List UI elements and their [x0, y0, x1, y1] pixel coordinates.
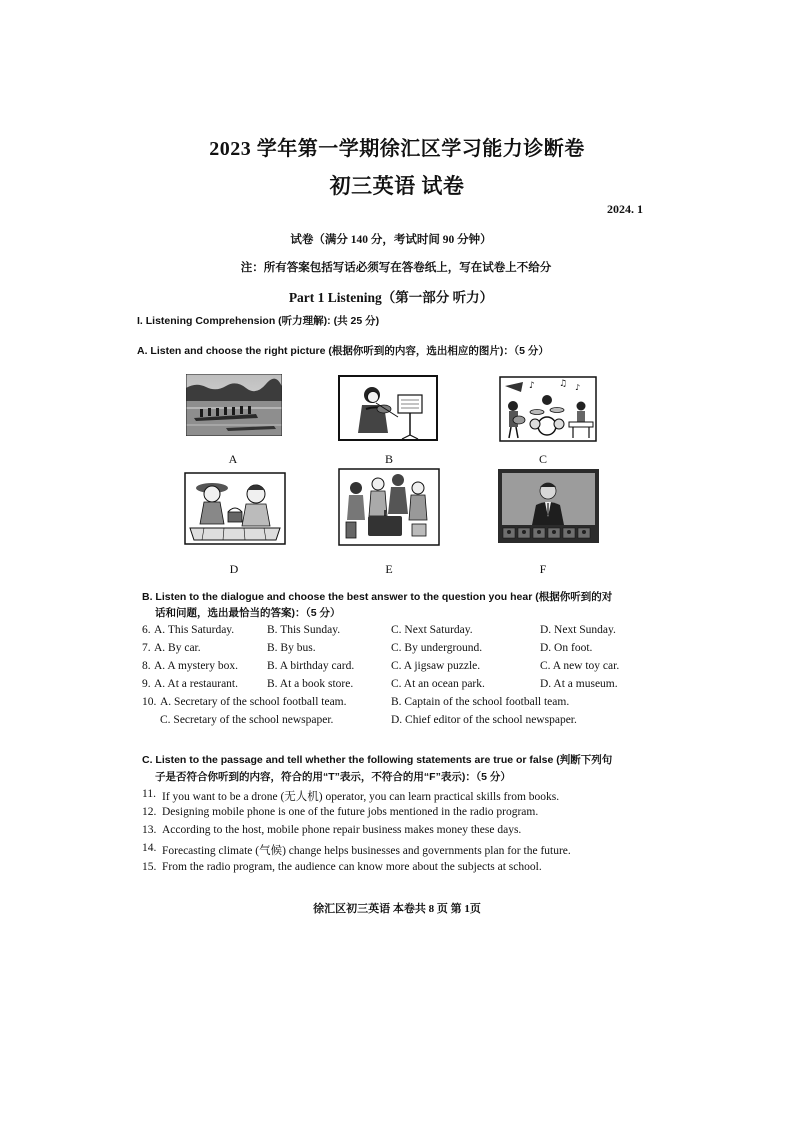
statement-11	[0, 788, 794, 804]
statement-text: If you want to be a drone (无人机) operator, you can learn practical skills from books.	[162, 791, 560, 803]
option-d: D. At a museum.	[540, 678, 618, 690]
picture-f-video-meeting	[498, 469, 599, 543]
picture-label-e: E	[385, 562, 393, 576]
statement-text: From the radio program, the audience can know more about the subjects at school.	[162, 861, 542, 873]
exam-subtitle: 初三英语 试卷	[329, 174, 465, 198]
option-d: C. A new toy car.	[540, 660, 620, 672]
question-row-6	[0, 624, 794, 640]
question-number: 8.	[142, 660, 151, 672]
statement-14	[0, 842, 794, 858]
option-c: C. Next Saturday.	[391, 624, 473, 636]
exam-date: 2024. 1	[607, 202, 643, 216]
svg-text:♫: ♫	[559, 379, 568, 389]
section-c-instruction-line2: 子是否符合你听到的内容，符合的用“T”表示，不符合的用“F”表示)：（5 分）	[155, 771, 511, 783]
picture-label-d: D	[229, 562, 239, 576]
exam-title: 2023 学年第一学期徐汇区学习能力诊断卷	[209, 138, 585, 160]
part1-heading: Part 1 Listening（第一部分 听力）	[288, 290, 494, 305]
picture-label-a: A	[228, 452, 238, 466]
statement-13	[0, 824, 794, 840]
picture-a-boating-photo	[186, 374, 282, 436]
question-number: 7.	[142, 642, 151, 654]
picture-label-c: C	[538, 452, 547, 466]
section-b-instruction-line2: 话和问题，选出最恰当的答案)：（5 分）	[155, 607, 341, 619]
question-row-10-line1	[0, 696, 794, 712]
picture-c-band	[499, 376, 597, 442]
option-a: A. By car.	[154, 642, 201, 654]
picture-e-group-luggage	[338, 468, 440, 546]
option-c: C. By underground.	[391, 642, 483, 654]
statement-number: 15.	[142, 861, 157, 873]
svg-text:♪: ♪	[529, 381, 535, 391]
option-a: A. This Saturday.	[154, 624, 235, 636]
statement-number: 14.	[142, 842, 157, 854]
question-number: 6.	[142, 624, 151, 636]
exam-info: 试卷（满分 140 分，考试时间 90 分钟）	[290, 234, 492, 246]
picture-label-f: F	[539, 562, 547, 576]
option-c: C. At an ocean park.	[391, 678, 485, 690]
question-number: 10.	[142, 696, 157, 708]
section-listening-title: I. Listening Comprehension (听力理解): (共 25 分)	[137, 315, 380, 327]
question-row-9	[0, 678, 794, 694]
section-c-instruction-line1: C. Listen to the passage and tell whether the following statements are true or false (判断下列句	[142, 754, 613, 766]
option-d: D. Next Sunday.	[540, 624, 616, 636]
question-row-8	[0, 660, 794, 676]
section-b-instruction-line1: B. Listen to the dialogue and choose the best answer to the question you hear (根据你听到的对	[142, 591, 613, 603]
option-b: B. This Sunday.	[267, 624, 341, 636]
statement-text: According to the host, mobile phone repair business makes money these days.	[162, 824, 522, 836]
option-a: A. At a restaurant.	[154, 678, 238, 690]
picture-d-kids-picnic	[184, 472, 286, 545]
option-b: B. By bus.	[267, 642, 316, 654]
exam-note: 注：所有答案包括写话必须写在答卷纸上，写在试卷上不给分	[240, 262, 552, 274]
option-c: C. A jigsaw puzzle.	[391, 660, 481, 672]
statement-text: Forecasting climate (气候) change helps businesses and governments plan for the future.	[162, 845, 571, 857]
question-row-7	[0, 642, 794, 658]
section-a-instruction: A. Listen and choose the right picture (根据你听到的内容，选出相应的图片)：（5 分）	[137, 345, 549, 357]
statement-12	[0, 806, 794, 822]
picture-b-girl-violin	[338, 375, 438, 441]
option-c: C. Secretary of the school newspaper.	[160, 714, 334, 726]
page-footer: 徐汇区初三英语 本卷共 8 页 第 1页	[313, 903, 481, 915]
option-b: B. A birthday card.	[267, 660, 355, 672]
statement-number: 13.	[142, 824, 157, 836]
option-a: A. Secretary of the school football team.	[160, 696, 347, 708]
option-b: B. At a book store.	[267, 678, 354, 690]
question-number: 9.	[142, 678, 151, 690]
statement-number: 12.	[142, 806, 157, 818]
option-d: D. Chief editor of the school newspaper.	[391, 714, 577, 726]
statement-text: Designing mobile phone is one of the future jobs mentioned in the radio program.	[162, 806, 539, 818]
question-row-10-line2	[0, 714, 794, 730]
picture-label-b: B	[384, 452, 393, 466]
svg-text:♪: ♪	[575, 383, 581, 392]
statement-number: 11.	[142, 788, 156, 800]
statement-15	[0, 861, 794, 877]
option-a: A. A mystery box.	[154, 660, 239, 672]
option-d: D. On foot.	[540, 642, 593, 654]
option-b: B. Captain of the school football team.	[391, 696, 570, 708]
